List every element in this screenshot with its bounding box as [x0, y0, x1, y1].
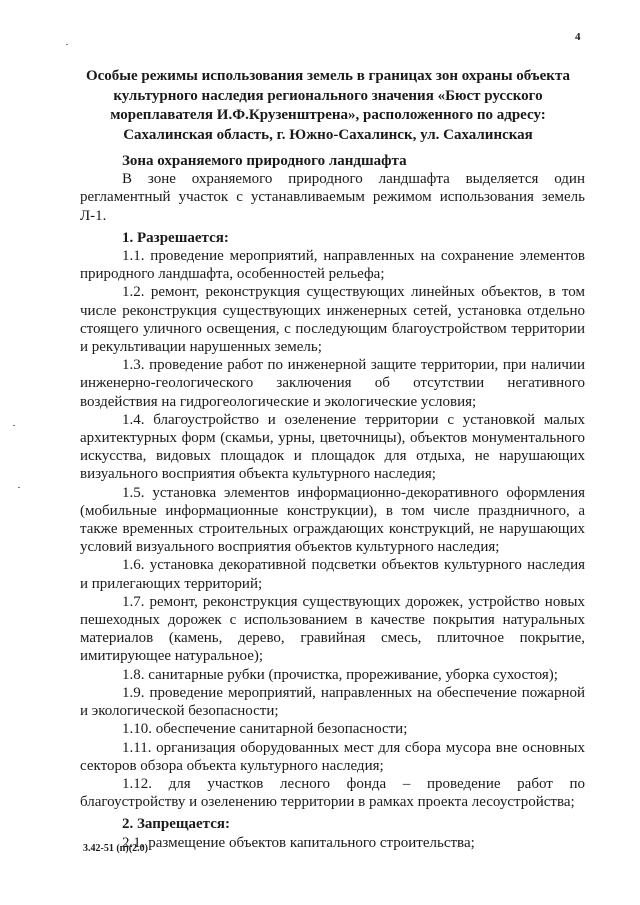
allowed-item: 1.10. обеспечение санитарной безопасности;: [122, 721, 408, 738]
allowed-item: 1.12. для участков лесного фонда – проведение работ по благоустройству и озеленению территории в рамках проекта лесоустройства;: [80, 775, 585, 811]
scan-speck: [18, 487, 20, 488]
page-number: 4: [575, 31, 581, 43]
allowed-item: 1.5. установка элементов информационно-декоративного оформления (мобильные информационные конструкции), в том числе праздничного, а также временных строительных ограждающих конструкций, не нарушающих условий визуального восприятия объектов культурного наследия;: [80, 484, 585, 556]
document-body: [80, 152, 585, 852]
section-heading: Зона охраняемого природного ландшафта: [122, 153, 407, 169]
scan-speck: [13, 425, 15, 426]
allowed-item: 1.7. ремонт, реконструкция существующих дорожек, устройство новых пешеходных дорожек с использованием в качестве покрытия натуральных материалов (камень, дерево, гравийная смесь, плиточное покрытие, имитирующее натуральное);: [80, 593, 585, 665]
forbidden-item: 2.1. размещение объектов капитального строительства;: [122, 834, 475, 851]
allowed-item: 1.1. проведение мероприятий, направленных на сохранение элементов природного ландшафта, особенностей рельефа;: [80, 248, 585, 283]
forbidden-heading: 2. Запрещается:: [122, 816, 231, 833]
scan-speck: [66, 44, 68, 45]
allowed-item: 1.9. проведение мероприятий, направленных на обеспечение пожарной и экологической безопасности;: [80, 684, 585, 720]
intro-paragraph: В зоне охраняемого природного ландшафта выделяется один регламентный участок с устанавливаемым режимом использования земель Л-1.: [80, 171, 585, 224]
allowed-heading: 1. Разрешается:: [122, 229, 229, 246]
allowed-item: 1.8. санитарные рубки (прочистка, прореживание, уборка сухостоя);: [122, 666, 558, 683]
allowed-item: 1.6. установка декоративной подсветки объектов культурного наследия и прилегающих территорий;: [80, 557, 585, 592]
footer-code: 3.42-51 (п)(2.0): [83, 843, 148, 854]
allowed-item: 1.3. проведение работ по инженерной защите территории, при наличии инженерно-геологического заключения об отсутствии негативного воздействия на гидрогеологические и экологические условия;: [80, 357, 585, 410]
document-title: Особые режимы использования земель в границах зон охраны объекта культурного наследия регионального значения «Бюст русского мореплавателя И.Ф.Крузенштрена», расположенного по адресу: Сахалинская область, г. Южно-Сахалинск, ул. Сахалинская: [85, 68, 571, 143]
allowed-item: 1.11. организация оборудованных мест для сбора мусора вне основных секторов обзора объекта культурного наследия;: [80, 739, 585, 774]
allowed-item: 1.2. ремонт, реконструкция существующих линейных объектов, в том числе реконструкция существующих инженерных сетей, установка отдельно стоящего уличного освещения, с последующим благоустройством территории и рекультивации нарушенных земель;: [80, 284, 585, 356]
allowed-item: 1.4. благоустройство и озеленение территории с установкой малых архитектурных форм (скамьи, урны, цветочницы), объектов монументального искусства, видовых площадок и площадок для отдыха, не нарушающих визуального восприятия объекта культурного наследия;: [80, 411, 585, 483]
